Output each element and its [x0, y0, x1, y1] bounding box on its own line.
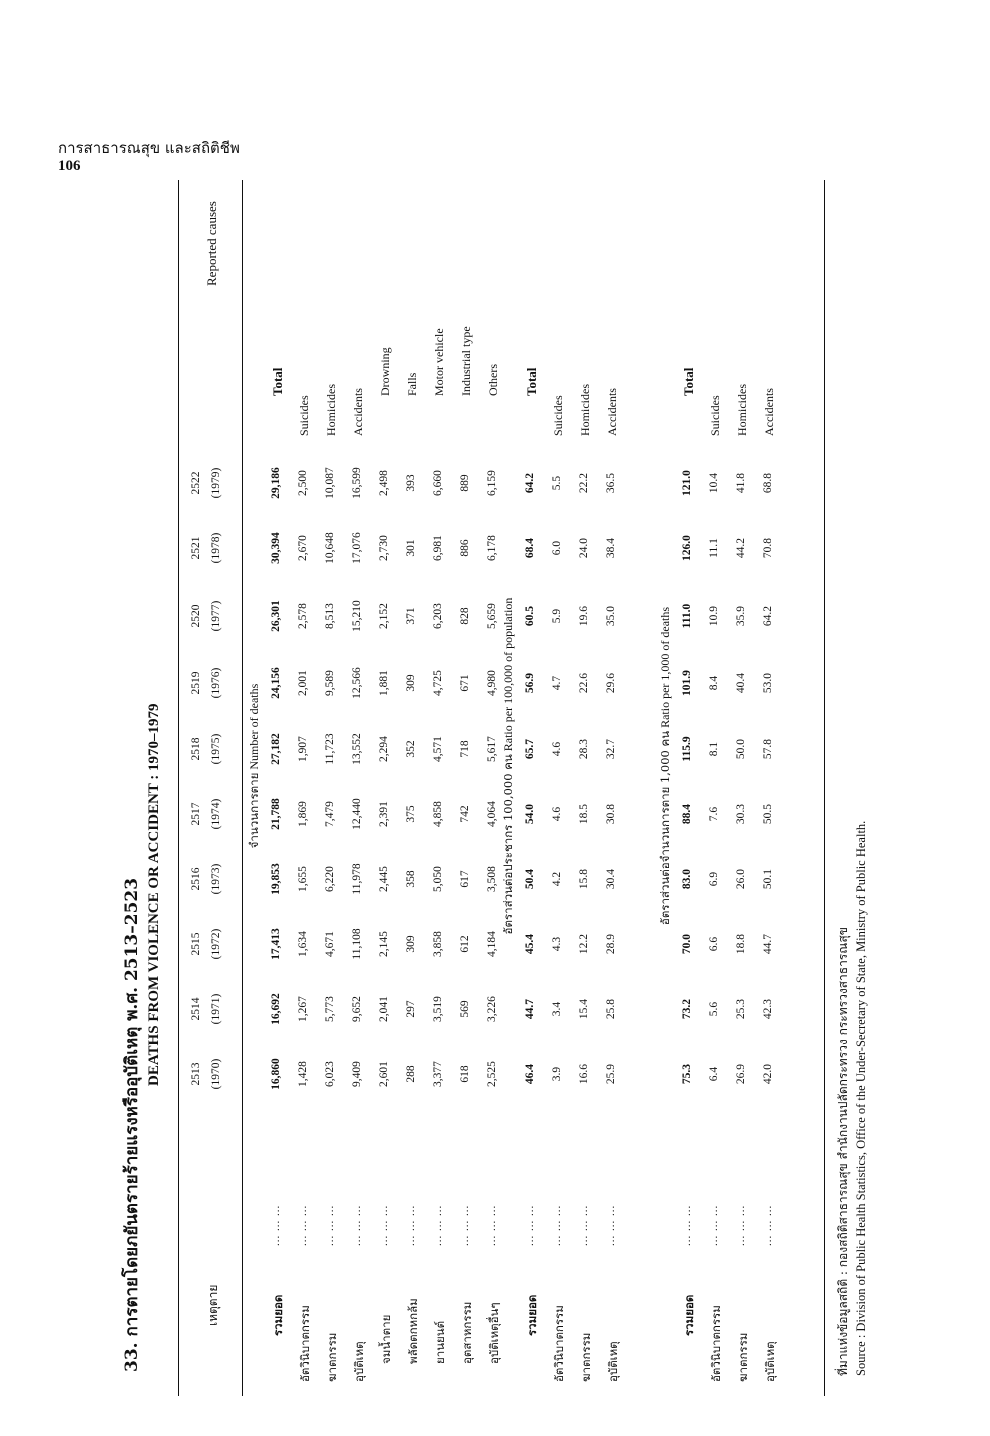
table-cell: 301 [405, 539, 417, 557]
table-cell: 68.4 [524, 537, 536, 559]
table-cell: 26.9 [735, 1063, 747, 1085]
leader-dots: ... ... ... [605, 1204, 617, 1246]
table-cell: 2,445 [378, 866, 390, 892]
table-cell: 30.8 [605, 803, 617, 825]
table-cell: 4,671 [324, 931, 336, 957]
table-cell: 9,589 [324, 670, 336, 696]
table-cell: 88.4 [681, 803, 693, 825]
source-note-english: Source : Division of Public Health Statistics, Office of the Under-Secretary of State, Ministry of Public Health. [854, 820, 868, 1376]
table-cell: 4,858 [432, 801, 444, 827]
table-cell: 1,907 [297, 736, 309, 762]
year-be: 2515 [190, 932, 202, 956]
leader-dots: ... ... ... [524, 1204, 536, 1246]
table-cell: 83.0 [681, 868, 693, 890]
leader-dots: ... ... ... [432, 1204, 444, 1246]
row-label-thai: จมน้ำตาย [379, 1314, 393, 1364]
row-label-english: Homicides [324, 384, 338, 436]
table-header-rule [242, 180, 243, 1396]
table-cell: 309 [405, 935, 417, 953]
year-ce: (1973) [210, 863, 222, 895]
table-cell: 28.3 [578, 738, 590, 760]
table-cell: 5.6 [708, 1001, 720, 1017]
year-ce: (1979) [210, 467, 222, 499]
table-cell: 742 [459, 805, 471, 823]
table-cell: 115.9 [681, 736, 693, 762]
leader-dots: ... ... ... [378, 1204, 390, 1246]
row-label-thai: รวมยอด [682, 1294, 696, 1336]
table-cell: 50.4 [524, 868, 536, 890]
table-cell: 42.3 [762, 998, 774, 1020]
table-cell: 671 [459, 674, 471, 692]
table-cell: 9,409 [351, 1061, 363, 1087]
row-label-thai: อุบัติเหตุ [352, 1341, 366, 1382]
row-label-thai: พลัดตกหกล้ม [406, 1298, 420, 1364]
table-cell: 22.2 [578, 472, 590, 494]
table-cell: 2,498 [378, 470, 390, 496]
page-number: 106 [58, 158, 81, 174]
row-label-english: Accidents [762, 388, 776, 436]
table-cell: 65.7 [524, 738, 536, 760]
table-cell: 569 [459, 1000, 471, 1018]
table-cell: 46.4 [524, 1063, 536, 1085]
table-cell: 4.2 [551, 871, 563, 887]
table-cell: 50.5 [762, 803, 774, 825]
year-header [186, 586, 226, 646]
year-ce: (1971) [210, 993, 222, 1025]
table-cell: 60.5 [524, 605, 536, 627]
table-cell: 10.4 [708, 472, 720, 494]
table-cell: 28.9 [605, 933, 617, 955]
table-cell: 45.4 [524, 933, 536, 955]
table-cell: 24,156 [270, 667, 282, 699]
table-cell: 4.7 [551, 675, 563, 691]
table-cell: 35.9 [735, 605, 747, 627]
table-cell: 5,659 [486, 603, 498, 629]
table-cell: 393 [405, 474, 417, 492]
year-be: 2522 [190, 471, 202, 495]
row-label-thai: รวมยอด [525, 1294, 539, 1336]
table-cell: 2,041 [378, 996, 390, 1022]
table-cell: 15.8 [578, 868, 590, 890]
row-label-english: Suicides [551, 395, 565, 436]
table-cell: 4,725 [432, 670, 444, 696]
table-cell: 288 [405, 1065, 417, 1083]
year-be: 2514 [190, 997, 202, 1021]
table-cell: 297 [405, 1000, 417, 1018]
table-cell: 1,881 [378, 670, 390, 696]
table-cell: 38.4 [605, 537, 617, 559]
column-header-thai-causes: เหตุตาย [206, 1284, 220, 1326]
leader-dots: ... ... ... [297, 1204, 309, 1246]
row-label-thai: ฆาตกรรม [736, 1332, 750, 1382]
table-cell: 13,552 [351, 733, 363, 765]
year-header [186, 719, 226, 779]
table-cell: 40.4 [735, 672, 747, 694]
table-cell: 12,566 [351, 667, 363, 699]
table-cell: 6.9 [708, 871, 720, 887]
row-label-english: Motor vehicle [432, 328, 446, 396]
table-cell: 9,652 [351, 996, 363, 1022]
table-cell: 3.9 [551, 1066, 563, 1082]
table-cell: 6,660 [432, 470, 444, 496]
table-cell: 29,186 [270, 467, 282, 499]
table-cell: 2,601 [378, 1061, 390, 1087]
row-label-english: Total [270, 367, 285, 396]
table-cell: 2,500 [297, 470, 309, 496]
table-cell: 4,064 [486, 801, 498, 827]
table-cell: 309 [405, 674, 417, 692]
table-cell: 375 [405, 805, 417, 823]
table-cell: 371 [405, 607, 417, 625]
table-title-english: DEATHS FROM VIOLENCE OR ACCIDENT : 1970–1979 [146, 703, 162, 1086]
table-cell: 16,599 [351, 467, 363, 499]
table-cell: 718 [459, 740, 471, 758]
table-cell: 3,377 [432, 1061, 444, 1087]
table-cell: 6.6 [708, 936, 720, 952]
row-label-english: Others [486, 364, 500, 396]
year-ce: (1977) [210, 600, 222, 632]
table-cell: 828 [459, 607, 471, 625]
column-header-reported-causes: Reported causes [204, 201, 219, 286]
year-header [186, 914, 226, 974]
table-cell: 16.6 [578, 1063, 590, 1085]
leader-dots: ... ... ... [459, 1204, 471, 1246]
table-cell: 15,210 [351, 600, 363, 632]
table-cell: 6,220 [324, 866, 336, 892]
table-cell: 64.2 [762, 605, 774, 627]
table-cell: 2,391 [378, 801, 390, 827]
table-cell: 3,226 [486, 996, 498, 1022]
table-cell: 1,634 [297, 931, 309, 957]
section-title [500, 466, 518, 1066]
table-cell: 36.5 [605, 472, 617, 494]
section-title-thai: อัตราส่วนต่อประชากร 100,000 คน [501, 754, 515, 935]
rotated-table-page [112, 180, 892, 1396]
table-cell: 57.8 [762, 738, 774, 760]
table-cell: 2,525 [486, 1061, 498, 1087]
year-be: 2521 [190, 536, 202, 560]
table-cell: 2,152 [378, 603, 390, 629]
year-header [186, 979, 226, 1039]
table-cell: 889 [459, 474, 471, 492]
year-ce: (1970) [210, 1058, 222, 1090]
row-label-english: Drowning [378, 347, 392, 396]
table-cell: 6,981 [432, 535, 444, 561]
table-cell: 30,394 [270, 532, 282, 564]
table-cell: 4.6 [551, 806, 563, 822]
table-cell: 4.6 [551, 741, 563, 757]
table-cell: 5.5 [551, 475, 563, 491]
table-cell: 4.3 [551, 936, 563, 952]
table-cell: 11,723 [324, 733, 336, 765]
table-cell: 35.0 [605, 605, 617, 627]
year-ce: (1974) [210, 798, 222, 830]
section-title-english: Ratio per 1,000 of deaths [658, 606, 672, 728]
table-cell: 1,655 [297, 866, 309, 892]
table-cell: 6.0 [551, 540, 563, 556]
row-label-thai: อัตวินิบาตกรรม [298, 1305, 312, 1382]
table-cell: 56.9 [524, 672, 536, 694]
table-cell: 50.1 [762, 868, 774, 890]
table-cell: 6,178 [486, 535, 498, 561]
year-header [186, 653, 226, 713]
section-title-english: Ratio per 100,000 of population [501, 597, 515, 752]
table-cell: 2,730 [378, 535, 390, 561]
table-cell: 64.2 [524, 472, 536, 494]
leader-dots: ... ... ... [708, 1204, 720, 1246]
row-label-thai: อุบัติเหตุ [606, 1341, 620, 1382]
table-cell: 11,108 [351, 928, 363, 960]
table-cell: 4,184 [486, 931, 498, 957]
table-cell: 19.6 [578, 605, 590, 627]
table-cell: 70.8 [762, 537, 774, 559]
leader-dots: ... ... ... [578, 1204, 590, 1246]
leader-dots: ... ... ... [351, 1204, 363, 1246]
table-cell: 12,440 [351, 798, 363, 830]
table-cell: 2,145 [378, 931, 390, 957]
table-cell: 16,692 [270, 993, 282, 1025]
row-label-thai: ฆาตกรรม [325, 1332, 339, 1382]
year-be: 2517 [190, 802, 202, 826]
row-label-english: Suicides [708, 395, 722, 436]
table-cell: 30.3 [735, 803, 747, 825]
row-label-english: Industrial type [459, 326, 473, 396]
row-label-english: Total [681, 367, 696, 396]
row-label-english: Accidents [605, 388, 619, 436]
leader-dots: ... ... ... [681, 1204, 693, 1246]
table-cell: 2,670 [297, 535, 309, 561]
table-cell: 21,788 [270, 798, 282, 830]
table-cell: 10,087 [324, 467, 336, 499]
row-label-thai: อัตวินิบาตกรรม [709, 1305, 723, 1382]
table-cell: 8.1 [708, 741, 720, 757]
row-label-thai: อุตสาหกรรม [460, 1301, 474, 1364]
year-ce: (1975) [210, 733, 222, 765]
table-cell: 44.2 [735, 537, 747, 559]
table-cell: 1,869 [297, 801, 309, 827]
section-title [246, 466, 264, 1066]
table-cell: 10,648 [324, 532, 336, 564]
row-label-thai: อัตวินิบาตกรรม [552, 1305, 566, 1382]
table-cell: 41.8 [735, 472, 747, 494]
year-ce: (1976) [210, 667, 222, 699]
leader-dots: ... ... ... [551, 1204, 563, 1246]
table-cell: 3.4 [551, 1001, 563, 1017]
row-label-thai: อุบัติเหตุอื่นๆ [487, 1302, 501, 1364]
year-ce: (1978) [210, 532, 222, 564]
table-cell: 68.8 [762, 472, 774, 494]
table-cell: 54.0 [524, 803, 536, 825]
table-cell: 26.0 [735, 868, 747, 890]
row-label-thai: อุบัติเหตุ [763, 1341, 777, 1382]
table-cell: 44.7 [762, 933, 774, 955]
table-cell: 44.7 [524, 998, 536, 1020]
table-cell: 26,301 [270, 600, 282, 632]
table-cell: 352 [405, 740, 417, 758]
table-cell: 29.6 [605, 672, 617, 694]
table-cell: 25.3 [735, 998, 747, 1020]
table-cell: 10.9 [708, 605, 720, 627]
table-bottom-rule [824, 180, 825, 1396]
table-cell: 70.0 [681, 933, 693, 955]
table-cell: 32.7 [605, 738, 617, 760]
table-cell: 25.9 [605, 1063, 617, 1085]
leader-dots: ... ... ... [270, 1204, 282, 1246]
table-cell: 25.8 [605, 998, 617, 1020]
table-cell: 618 [459, 1065, 471, 1083]
row-label-english: Accidents [351, 388, 365, 436]
table-cell: 7.6 [708, 806, 720, 822]
year-be: 2513 [190, 1062, 202, 1086]
table-cell: 6,159 [486, 470, 498, 496]
table-cell: 42.0 [762, 1063, 774, 1085]
table-cell: 617 [459, 870, 471, 888]
table-cell: 5,773 [324, 996, 336, 1022]
table-cell: 1,267 [297, 996, 309, 1022]
running-header-thai: การสาธารณสุข และสถิติชีพ [58, 139, 240, 157]
table-cell: 11,978 [351, 863, 363, 895]
table-cell: 24.0 [578, 537, 590, 559]
table-cell: 53.0 [762, 672, 774, 694]
table-cell: 8.4 [708, 675, 720, 691]
table-cell: 11.1 [708, 538, 720, 558]
table-cell: 6,203 [432, 603, 444, 629]
table-cell: 3,508 [486, 866, 498, 892]
year-header [186, 784, 226, 844]
table-cell: 4,571 [432, 736, 444, 762]
year-ce: (1972) [210, 928, 222, 960]
table-cell: 3,519 [432, 996, 444, 1022]
year-header [186, 849, 226, 909]
table-cell: 16,860 [270, 1058, 282, 1090]
source-note-thai: ที่มาแห่งข้อมูลสถิติ : กองสถิติสาธารณสุข สำนักงานปลัดกระทรวง กระทรวงสาธารณสุข [836, 927, 850, 1376]
table-cell: 19,853 [270, 863, 282, 895]
leader-dots: ... ... ... [324, 1204, 336, 1246]
year-header [186, 1044, 226, 1104]
table-cell: 3,858 [432, 931, 444, 957]
table-cell: 2,294 [378, 736, 390, 762]
table-cell: 17,413 [270, 928, 282, 960]
year-be: 2516 [190, 867, 202, 891]
row-label-english: Falls [405, 372, 419, 396]
year-be: 2520 [190, 604, 202, 628]
table-title-thai: 33. การตายโดยภยันตรายร้ายแรงหรืออุบัติเหตุ พ.ศ. 2513–2523 [122, 877, 142, 1372]
table-cell: 358 [405, 870, 417, 888]
table-cell: 101.9 [681, 670, 693, 696]
row-label-thai: รวมยอด [271, 1294, 285, 1336]
table-cell: 18.5 [578, 803, 590, 825]
year-header [186, 518, 226, 578]
leader-dots: ... ... ... [486, 1204, 498, 1246]
table-cell: 50.0 [735, 738, 747, 760]
table-cell: 2,578 [297, 603, 309, 629]
table-cell: 5,050 [432, 866, 444, 892]
section-title-thai: จำนวนการตาย [247, 772, 261, 849]
table-cell: 5.9 [551, 608, 563, 624]
section-title-english: Number of deaths [247, 683, 261, 770]
table-cell: 4,980 [486, 670, 498, 696]
row-label-english: Homicides [578, 384, 592, 436]
table-cell: 126.0 [681, 535, 693, 561]
row-label-english: Suicides [297, 395, 311, 436]
year-header [186, 453, 226, 513]
table-cell: 6.4 [708, 1066, 720, 1082]
year-be: 2518 [190, 737, 202, 761]
row-label-thai: ฆาตกรรม [579, 1332, 593, 1382]
year-be: 2519 [190, 671, 202, 695]
row-label-english: Total [524, 367, 539, 396]
section-title-thai: อัตราส่วนต่อจำนวนการตาย 1,000 คน [658, 730, 672, 926]
table-cell: 7,479 [324, 801, 336, 827]
table-cell: 5,617 [486, 736, 498, 762]
table-cell: 886 [459, 539, 471, 557]
table-cell: 1,428 [297, 1061, 309, 1087]
leader-dots: ... ... ... [735, 1204, 747, 1246]
table-cell: 75.3 [681, 1063, 693, 1085]
table-cell: 111.0 [681, 603, 693, 629]
table-top-rule [178, 180, 179, 1396]
row-label-thai: ยานยนต์ [433, 1320, 447, 1364]
table-cell: 30.4 [605, 868, 617, 890]
table-cell: 612 [459, 935, 471, 953]
leader-dots: ... ... ... [762, 1204, 774, 1246]
row-label-english: Homicides [735, 384, 749, 436]
table-cell: 22.6 [578, 672, 590, 694]
section-title [657, 466, 675, 1066]
table-cell: 8,513 [324, 603, 336, 629]
table-cell: 12.2 [578, 933, 590, 955]
table-cell: 121.0 [681, 470, 693, 496]
table-cell: 27,182 [270, 733, 282, 765]
table-cell: 18.8 [735, 933, 747, 955]
table-cell: 73.2 [681, 998, 693, 1020]
table-cell: 2,001 [297, 670, 309, 696]
table-cell: 17,076 [351, 532, 363, 564]
leader-dots: ... ... ... [405, 1204, 417, 1246]
table-cell: 6,023 [324, 1061, 336, 1087]
table-cell: 15.4 [578, 998, 590, 1020]
